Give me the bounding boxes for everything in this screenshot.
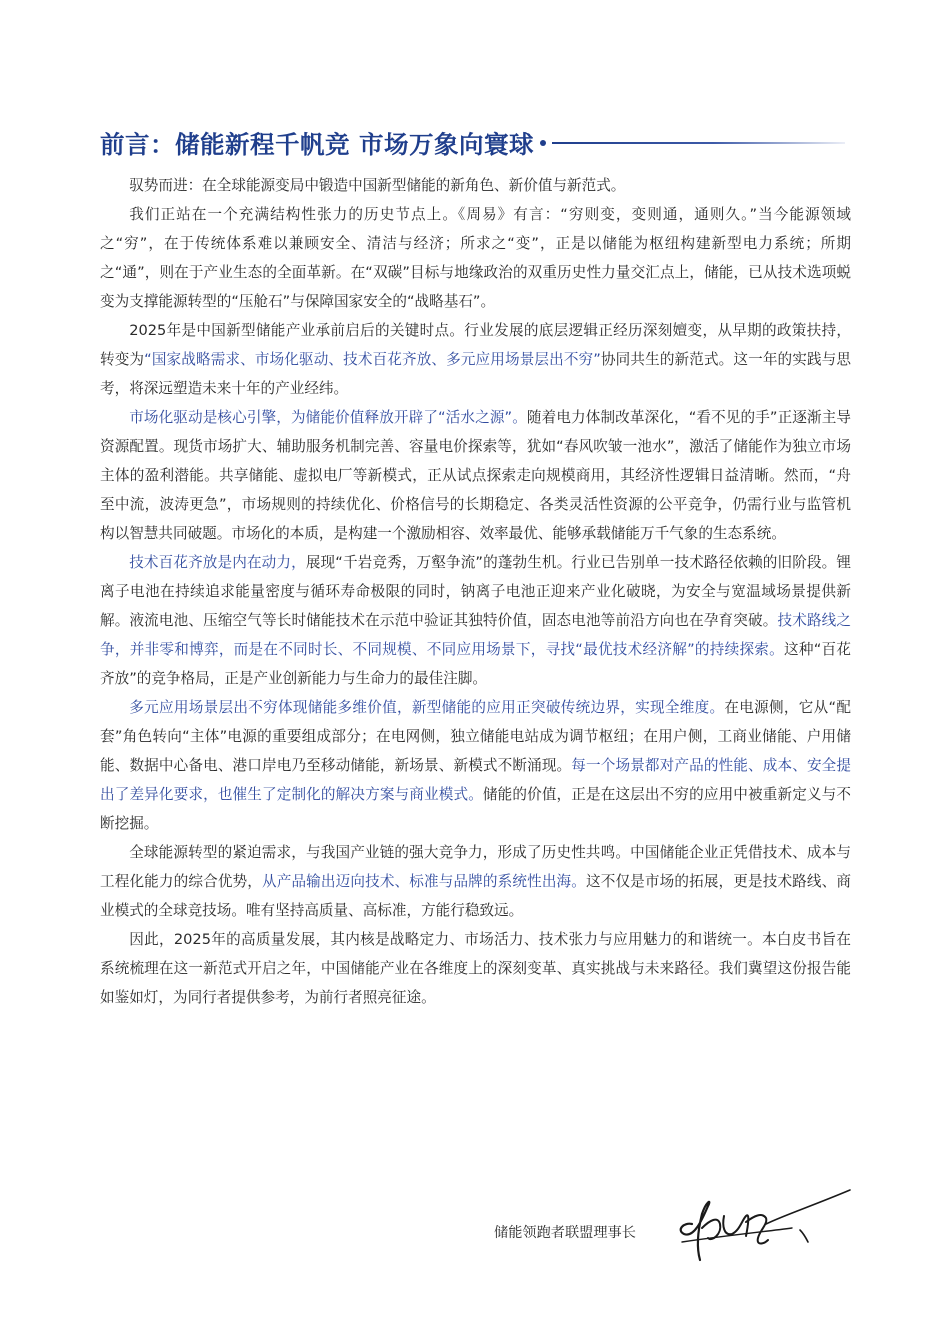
paragraph: [100, 838, 851, 925]
highlighted-text: 多元应用场景层出不穷体现储能多维价值，新型储能的应用正突破传统边界，实现全维度。: [129, 699, 725, 716]
highlighted-text: “国家战略需求、市场化驱动、技术百花齐放、多元应用场景层出不穷”: [144, 351, 601, 368]
paragraph-text: 我们正站在一个充满结构性张力的历史节点上。《周易》有言：“穷则变，变则通，通则久。”当今能源领域之“穷”，在于传统体系难以兼顾安全、清洁与经济；所求之“变”，正是以储能为枢纽构建新型电力系统；所期之“通”，则在于产业生态的全面革新。在“双碳”目标与地缘政治的双重历史性力量交汇点上，储能，已从技术选项蜕变为支撑能源转型的“压舱石”与保障国家安全的“战略基石”。: [100, 206, 851, 310]
paragraph: [100, 693, 851, 838]
title-bullet-dot: [540, 140, 546, 146]
paragraph-text: 在电源侧，它从“配套”角色转向“主体”电源的重要组成部分；在电网侧，独立储能电站成为调节枢纽；在用户侧，工商业储能、户用储能、数据中心备电、港口岸电乃至移动储能，新场景、新模式不断涌现。: [100, 699, 851, 774]
page-title: 前言：储能新程千帆竞 市场万象向寰球: [100, 129, 535, 159]
handwritten-signature-icon: [662, 1180, 862, 1270]
paragraph-text: 这不仅是市场的拓展，更是技术路线、商业模式的全球竞技场。唯有坚持高质量、高标准，方能行稳致远。: [100, 873, 851, 919]
preface-body: [100, 171, 851, 1012]
title-decorative-line: [552, 142, 845, 144]
paragraph-text: 因此，2025年的高质量发展，其内核是战略定力、市场活力、技术张力与应用魅力的和谐统一。本白皮书旨在系统梳理在这一新范式开启之年，中国储能产业在各维度上的深刻变革、真实挑战与未来路径。我们冀望这份报告能如鉴如灯，为同行者提供参考，为前行者照亮征途。: [100, 931, 851, 1006]
paragraph-text: 驭势而进：在全球能源变局中锻造中国新型储能的新角色、新价值与新范式。: [129, 177, 626, 194]
paragraph-text: 这种“百花齐放”的竞争格局，正是产业创新能力与生命力的最佳注脚。: [100, 641, 851, 687]
paragraph: [100, 403, 851, 548]
paragraph-text: 全球能源转型的紧迫需求，与我国产业链的强大竞争力，形成了历史性共鸣。中国储能企业正凭借技术、成本与工程化能力的综合优势，: [100, 844, 851, 890]
paragraph: [100, 200, 851, 316]
highlighted-text: 技术百花齐放是内在动力，: [129, 554, 306, 571]
paragraph-text: 展现“千岩竞秀，万壑争流”的蓬勃生机。行业已告别单一技术路径依赖的旧阶段。锂离子电池在持续追求能量密度与循环寿命极限的同时，钠离子电池正迎来产业化破晓，为安全与宽温域场景提供新解。液流电池、压缩空气等长时储能技术在示范中验证其独特价值，固态电池等前沿方向也在孕育突破。: [100, 554, 851, 629]
paragraph: [100, 925, 851, 1012]
paragraph-text: 协同共生的新范式。这一年的实践与思考，将深远塑造未来十年的产业经纬。: [100, 351, 851, 397]
highlighted-text: 从产品输出迈向技术、标准与品牌的系统性出海。: [262, 873, 586, 890]
paragraph: [100, 171, 851, 200]
signature-caption: 储能领跑者联盟理事长: [494, 1225, 636, 1241]
paragraph: [100, 548, 851, 693]
paragraph-text: 2025年是中国新型储能产业承前启后的关键时点。行业发展的底层逻辑正经历深刻嬗变，从早期的政策扶持，转变为: [100, 322, 851, 368]
highlighted-text: 市场化驱动是核心引擎，为储能价值释放开辟了“活水之源”。: [129, 409, 527, 426]
title-row: [100, 126, 845, 160]
paragraph-text: 储能的价值，正是在这层出不穷的应用中被重新定义与不断挖掘。: [100, 786, 851, 832]
highlighted-text: 技术路线之争，并非零和博弈，而是在不同时长、不同规模、不同应用场景下，寻找“最优技术经济解”的持续探索。: [100, 612, 851, 658]
paragraph: [100, 316, 851, 403]
paragraph-text: 随着电力体制改革深化，“看不见的手”正逐渐主导资源配置。现货市场扩大、辅助服务机制完善、容量电价探索等，犹如“春风吹皱一池水”，激活了储能作为独立市场主体的盈利潜能。共享储能、虚拟电厂等新模式，正从试点探索走向规模商用，其经济性逻辑日益清晰。然而，“舟至中流，波涛更急”，市场规则的持续优化、价格信号的长期稳定、各类灵活性资源的公平竞争，仍需行业与监管机构以智慧共同破题。市场化的本质，是构建一个激励相容、效率最优、能够承载储能万千气象的生态系统。: [100, 409, 852, 542]
highlighted-text: 每一个场景都对产品的性能、成本、安全提出了差异化要求，也催生了定制化的解决方案与商业模式。: [100, 757, 851, 803]
